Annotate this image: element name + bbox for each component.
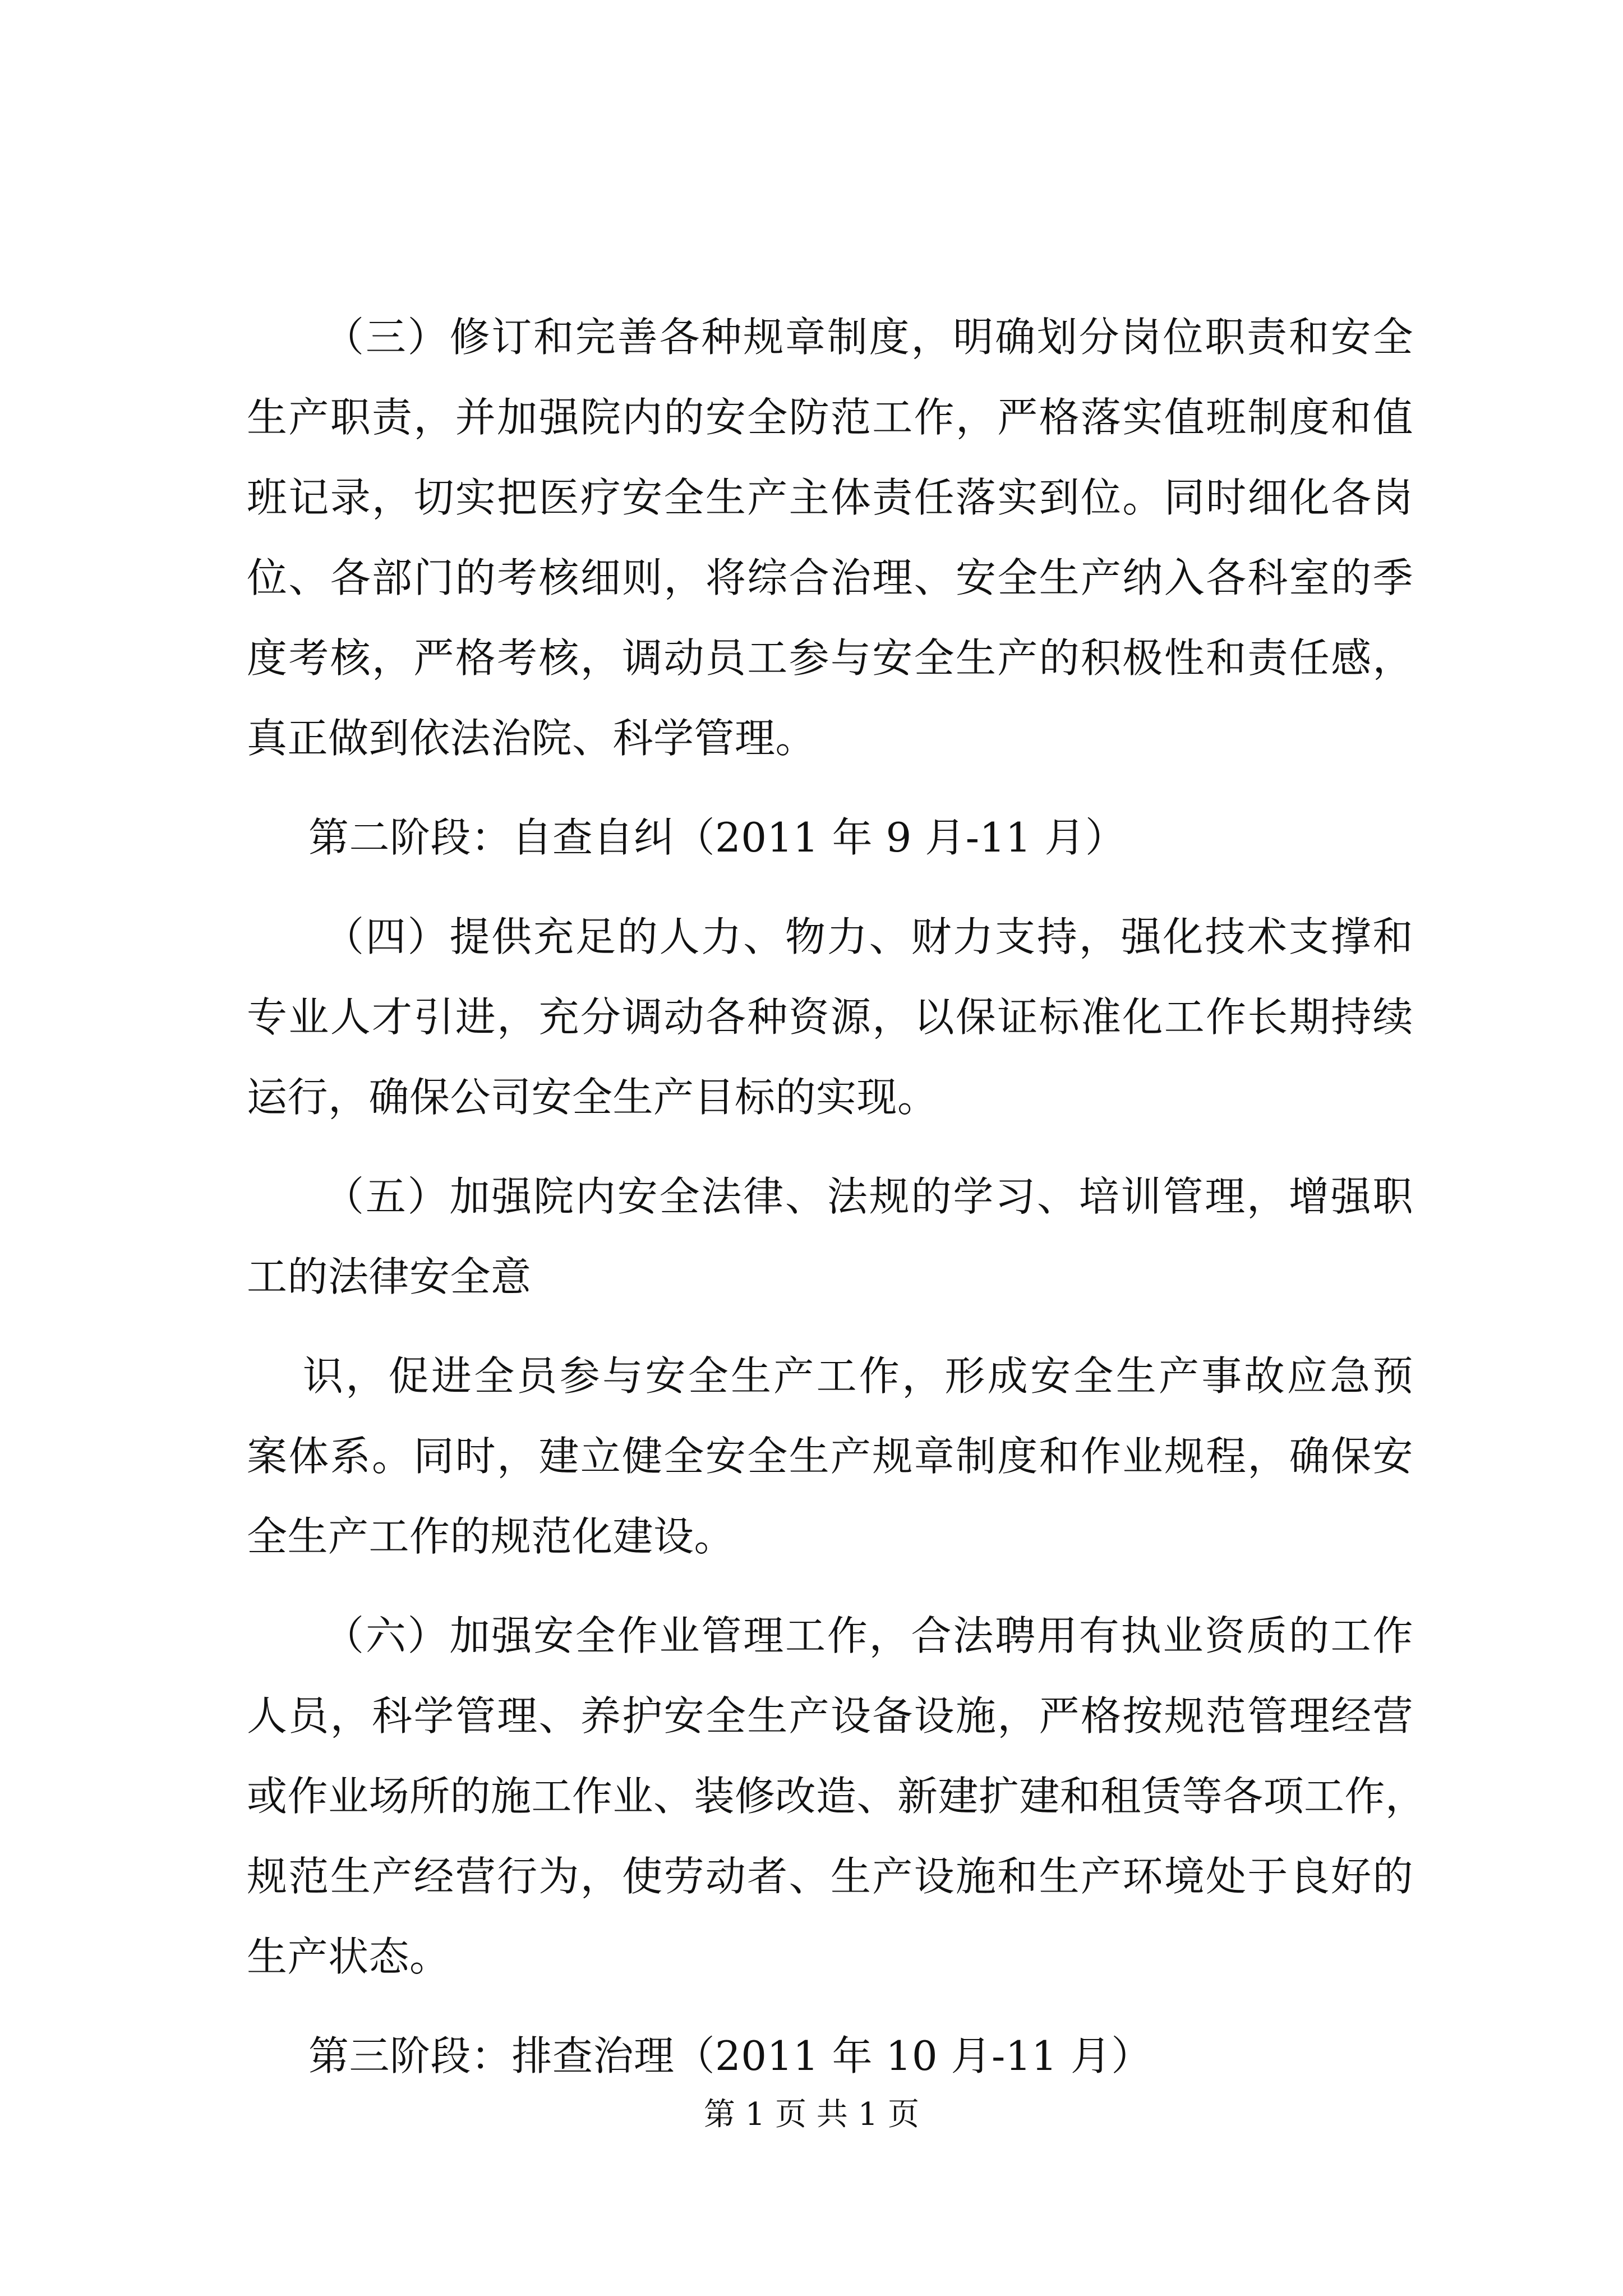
paragraph-line: （五）加强院内安全法律、法规的学习、培训管理，增强职 [324,1173,1413,1220]
paragraph-line: （四）提供充足的人力、物力、财力支持，强化技术支撑和 [324,913,1413,960]
paragraph-line: 班记录，切实把医疗安全生产主体责任落实到位。同时细化各岗 [247,474,1413,521]
paragraph-line: 或作业场所的施工作业、装修改造、新建扩建和租赁等各项工作， [247,1773,1426,1820]
paragraph-line: 案体系。同时，建立健全安全生产规章制度和作业规程，确保安 [247,1433,1413,1480]
paragraph-line: 识，促进全员参与安全生产工作，形成安全生产事故应急预 [303,1352,1413,1400]
paragraph-line: 运行，确保公司安全生产目标的实现。 [247,1074,938,1121]
paragraph-line: 生产职责，并加强院内的安全防范工作，严格落实值班制度和值 [247,394,1413,441]
page-number-footer: 第 1 页 共 1 页 [703,2096,920,2133]
document-body [247,297,1426,2096]
paragraph-line: （六）加强安全作业管理工作，合法聘用有执业资质的工作 [324,1612,1413,1659]
paragraph-line: 生产状态。 [247,1933,450,1980]
paragraph-line: （三）修订和完善各种规章制度，明确划分岗位职责和安全 [324,314,1413,361]
paragraph-line: 专业人才引进，充分调动各种资源，以保证标准化工作长期持续 [247,993,1413,1041]
paragraph-line: 工的法律安全意 [247,1253,532,1300]
paragraph-line: 全生产工作的规范化建设。 [247,1513,735,1560]
paragraph-line: 真正做到依法治院、科学管理。 [247,715,817,762]
section-heading: 第二阶段：自查自纠（2011 年 9 月-11 月） [308,814,1126,861]
paragraph-line: 规范生产经营行为，使劳动者、生产设施和生产环境处于良好的 [247,1853,1413,1900]
paragraph-line: 人员，科学管理、养护安全生产设备设施，严格按规范管理经营 [247,1692,1413,1740]
paragraph-line: 度考核，严格考核，调动员工参与安全生产的积极性和责任感， [247,634,1413,682]
section-heading: 第三阶段：排查治理（2011 年 10 月-11 月） [308,2032,1152,2079]
paragraph-line: 位、各部门的考核细则，将综合治理、安全生产纳入各科室的季 [247,554,1413,601]
